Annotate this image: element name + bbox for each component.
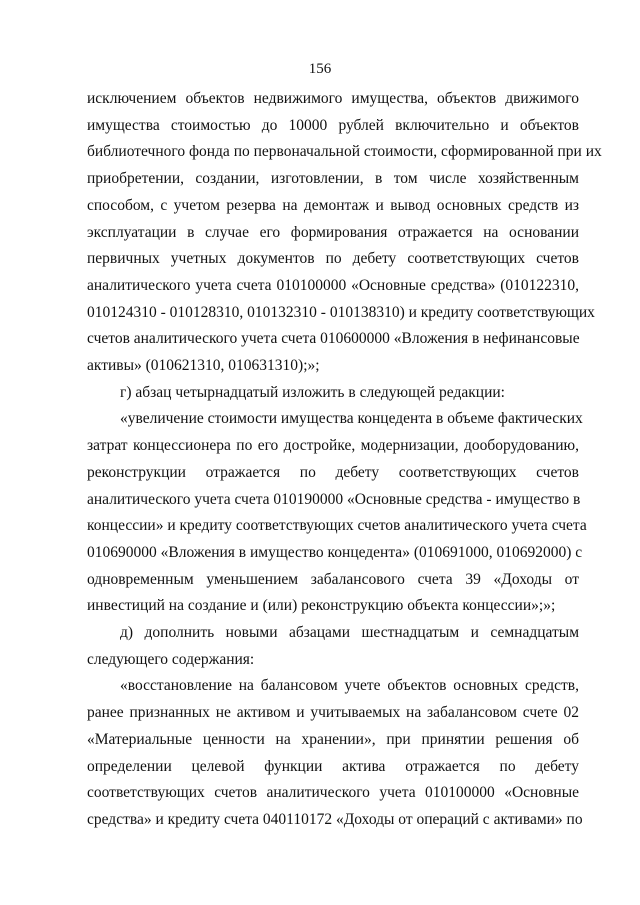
text-line: счетов аналитического учета счета 010600000 «Вложения в нефинансовые xyxy=(87,330,580,348)
text-line: первичных учетных документов по дебету соответствующих счетов xyxy=(87,250,579,268)
text-line: аналитического учета счета 010100000 «Основные средства» (010122310, xyxy=(87,276,579,294)
text-line: г) абзац четырнадцатый изложить в следующей редакции: xyxy=(120,383,505,401)
text-line: «восстановление на балансовом учете объектов основных средств, xyxy=(120,677,579,695)
text-line: «Материальные ценности на хранении», при принятии решения об xyxy=(87,730,579,748)
text-line: аналитического учета счета 010190000 «Основные средства - имущество в xyxy=(87,490,581,508)
text-line: реконструкции отражается по дебету соответствующих счетов xyxy=(87,463,579,481)
text-line: д) дополнить новыми абзацами шестнадцатым и семнадцатым xyxy=(120,624,579,642)
text-line: одновременным уменьшением забалансового счета 39 «Доходы от xyxy=(87,570,579,588)
text-line: 010690000 «Вложения в имущество концедента» (010691000, 010692000) с xyxy=(87,543,583,561)
text-line: инвестиций на создание и (или) реконструкцию объекта концессии»;»; xyxy=(87,597,556,615)
body-text xyxy=(87,86,602,834)
text-line: способом, с учетом резерва на демонтаж и вывод основных средств из xyxy=(87,196,579,214)
text-line: соответствующих счетов аналитического учета 010100000 «Основные xyxy=(87,784,579,802)
text-line: эксплуатации в случае его формирования отражается на основании xyxy=(87,223,579,241)
text-line: приобретении, создании, изготовлении, в том числе хозяйственным xyxy=(87,170,579,188)
text-line: концессии» и кредиту соответствующих счетов аналитического учета счета xyxy=(87,517,587,535)
text-line: средства» и кредиту счета 040110172 «Доходы от операций с активами» по xyxy=(87,810,583,828)
text-line: следующего содержания: xyxy=(87,650,255,668)
text-line: библиотечного фонда по первоначальной стоимости, сформированной при их xyxy=(87,143,602,161)
text-line: активы» (010621310, 010631310);»; xyxy=(87,357,320,375)
text-line: определении целевой функции актива отражается по дебету xyxy=(87,757,579,775)
text-line: затрат концессионера по его достройке, модернизации, дооборудованию, xyxy=(87,437,579,455)
text-line: ранее признанных не активом и учитываемых на забалансовом счете 02 xyxy=(87,704,579,722)
text-line: имущества стоимостью до 10000 рублей включительно и объектов xyxy=(87,116,579,134)
text-line: «увеличение стоимости имущества концедента в объеме фактических xyxy=(120,410,583,428)
page-number: 156 xyxy=(308,61,332,77)
text-line: 010124310 - 010128310, 010132310 - 010138310) и кредиту соответствующих xyxy=(87,303,595,321)
text-line: исключением объектов недвижимого имущества, объектов движимого xyxy=(87,90,579,107)
